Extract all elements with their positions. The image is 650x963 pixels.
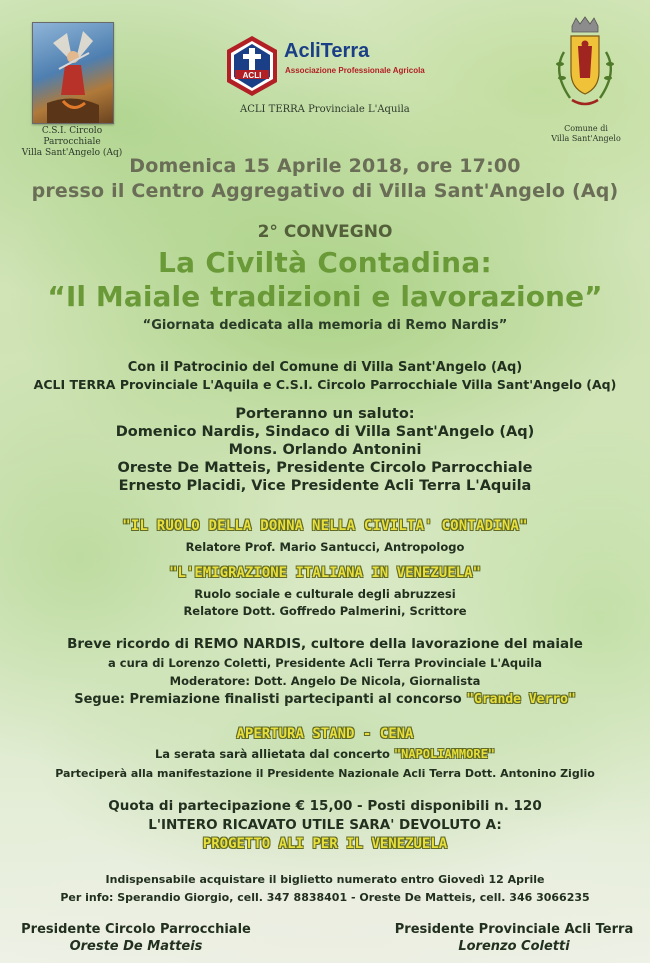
award-line xyxy=(0,692,650,707)
acli-terra-name: AcliTerra xyxy=(284,40,370,62)
municipality-crest xyxy=(542,16,628,116)
talk2-speaker: Relatore Dott. Goffredo Palmerini, Scrittore xyxy=(183,604,467,618)
acli-logo xyxy=(224,34,280,98)
award-name: "Grande Verro" xyxy=(466,692,576,707)
patronage-line1: Con il Patrocinio del Comune di Villa Sant'Angelo (Aq) xyxy=(127,360,523,375)
concert-name: "NAPOLIAMMORE" xyxy=(393,747,496,761)
csi-caption-line1: C.S.I. Circolo Parrocchiale xyxy=(41,126,103,147)
greetings-heading: Porteranno un saluto: xyxy=(235,406,415,422)
award-prefix: Segue: Premiazione finalisti partecipanti al concorso xyxy=(74,692,462,707)
greeting-person: Ernesto Placidi, Vice Presidente Acli Terra L'Aquila xyxy=(118,478,532,494)
footer-right-role: Presidente Provinciale Acli Terra xyxy=(394,922,634,937)
greeting-person: Mons. Orlando Antonini xyxy=(228,442,422,458)
booking-line: Indispensabile acquistare il biglietto numerato entro Giovedì 12 Aprile xyxy=(105,873,545,886)
acli-hexagon-icon xyxy=(224,34,280,98)
national-president: Parteciperà alla manifestazione il Presidente Nazionale Acli Terra Dott. Antonino Ziglio xyxy=(55,767,595,780)
acli-terra-caption: ACLI TERRA Provinciale L'Aquila xyxy=(240,104,410,115)
acli-logo-text: ACLI xyxy=(242,71,262,80)
comune-caption-line1: Comune di xyxy=(564,124,608,133)
devolution-line: L'INTERO RICAVATO UTILE SARA' DEVOLUTO A: xyxy=(148,817,502,833)
footer-left-role: Presidente Circolo Parrocchiale xyxy=(21,922,251,937)
footer-left-signature xyxy=(16,922,256,954)
comune-caption xyxy=(544,124,628,144)
event-venue: presso il Centro Aggregativo di Villa Sant'Angelo (Aq) xyxy=(31,180,619,202)
convegno-subtitle: “Il Maiale tradizioni e lavorazione” xyxy=(47,280,603,313)
acli-terra-subtitle: Associazione Professionale Agricola xyxy=(285,66,425,75)
greeting-person: Domenico Nardis, Sindaco di Villa Sant'Angelo (Aq) xyxy=(115,424,535,440)
talk2-title: "L'EMIGRAZIONE ITALIANA IN VENEZUELA" xyxy=(169,565,481,581)
concert-line xyxy=(0,747,650,761)
memory-line2: a cura di Lorenzo Coletti, Presidente Acli Terra Provinciale L'Aquila xyxy=(108,656,542,670)
talk2-description: Ruolo sociale e culturale degli abruzzesi xyxy=(194,587,456,601)
footer-right-name: Lorenzo Coletti xyxy=(458,939,570,954)
footer-right-signature xyxy=(394,922,634,954)
footer-left-name: Oreste De Matteis xyxy=(69,939,203,954)
greeting-person: Oreste De Matteis, Presidente Circolo Parrocchiale xyxy=(117,460,533,476)
stand-dinner: APERTURA STAND - CENA xyxy=(236,726,414,742)
moderator: Moderatore: Dott. Angelo De Nicola, Giornalista xyxy=(169,674,481,688)
memory-line1: Breve ricordo di REMO NARDIS, cultore della lavorazione del maiale xyxy=(67,636,583,652)
crest-icon xyxy=(542,16,628,116)
convegno-title: La Civiltà Contadina: xyxy=(157,246,493,279)
dedication: “Giornata dedicata alla memoria di Remo Nardis” xyxy=(142,318,508,333)
event-date: Domenica 15 Aprile 2018, ore 17:00 xyxy=(129,155,521,177)
csi-caption-line2: Villa Sant'Angelo (Aq) xyxy=(21,148,123,158)
convegno-number: 2° CONVEGNO xyxy=(257,222,393,242)
saint-michael-image xyxy=(32,22,114,124)
fee-line: Quota di partecipazione € 15,00 - Posti disponibili n. 120 xyxy=(108,798,542,814)
patronage-line2: ACLI TERRA Provinciale L'Aquila e C.S.I. Circolo Parrocchiale Villa Sant'Angelo (Aq) xyxy=(33,377,617,392)
project-name: PROGETTO ALI PER IL VENEZUELA xyxy=(202,836,448,852)
talk1-title: "IL RUOLO DELLA DONNA NELLA CIVILTA' CONTADINA" xyxy=(122,518,528,534)
talk1-speaker: Relatore Prof. Mario Santucci, Antropologo xyxy=(185,540,465,554)
comune-caption-line2: Villa Sant'Angelo xyxy=(551,134,621,143)
concert-prefix: La serata sarà allietata dal concerto xyxy=(154,747,390,761)
info-line: Per info: Sperandio Giorgio, cell. 347 8838401 - Oreste De Matteis, cell. 346 3066235 xyxy=(60,891,590,904)
saint-michael-icon xyxy=(33,23,113,123)
